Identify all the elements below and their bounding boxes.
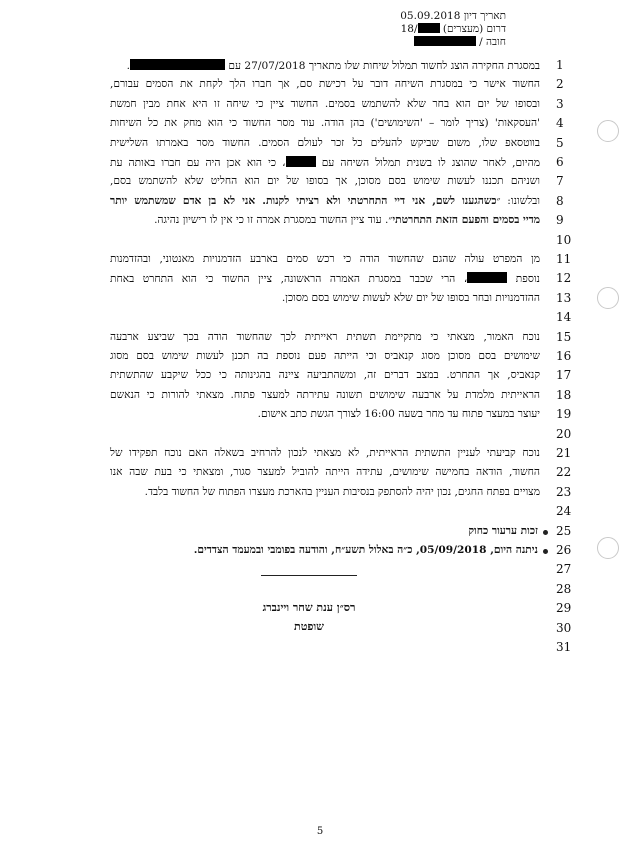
- text-line: [110, 137, 540, 149]
- text-line: [110, 98, 540, 110]
- text-segment: יעוצר במעצר פתוח עד מחר בשעה 16:00 לצורך הגשת כתב אישום.: [257, 408, 540, 421]
- text-segment: ובסופו של יום הוא בחר שלא להשתמש בסמים. החשוד ציין כי שיחה זו היא אחת מבין חמשת: [110, 97, 540, 110]
- line-number: 20: [556, 426, 572, 441]
- line-number: 11: [556, 252, 572, 266]
- line-number: 15: [556, 329, 572, 344]
- line-number: 22: [556, 465, 572, 480]
- text-line: [110, 59, 540, 72]
- line-number: 16: [556, 349, 572, 363]
- line-number: 17: [556, 368, 572, 383]
- text-line: [110, 156, 540, 169]
- line-number: 25: [556, 523, 572, 538]
- text-segment: מצויים בפתח החגים, נכון יהיה להסתפק בנסיבות העניין בהארכת מעצרו הפתוח של החשוד בלבד.: [144, 485, 540, 498]
- text-line: [108, 544, 538, 556]
- line-number: 9: [556, 213, 564, 228]
- text-segment: ושניהם תכננו לעשות שימוש בסם מסוכן, אך בסופו של יום הוא החליט שלא להשתמש בסם,: [110, 175, 540, 188]
- bold-text-segment: מדיי בסמים והפעם הזאת התחרטתי: [392, 214, 540, 227]
- line-number: 19: [556, 407, 572, 422]
- text-segment: קנאביס, אך התחרט. במצב דברים זה, ומשהתביעה ציינה בהגינותה כי ככל שיקבע שהתשתית: [110, 369, 540, 382]
- text-line: [110, 292, 540, 304]
- page-number: 5: [316, 826, 324, 837]
- line-number: 3: [556, 96, 564, 111]
- text-segment: .: [126, 60, 131, 72]
- line-number: 26: [556, 543, 572, 557]
- text-segment: ، הרי שכבר במסגרת האמרה הראשונה, ציין החשוד כי הוא התחרט באחת: [110, 273, 468, 286]
- text-segment: 'העסקאות' (צריך לומר – 'השימושים') בהן הודה. עוד מסר החשוד כי הוא מחק את כל השיחות: [110, 117, 540, 130]
- judge-name: רס״ן ענת שחר ויינברג: [262, 601, 356, 614]
- text-line: [110, 214, 540, 226]
- text-segment: ، כי הוא אכן היה עם חברו באותה עת: [110, 157, 286, 169]
- text-segment: נוכח קביעתי לעניין התשתית הראייתית, לא מצאתי לנכון להרחיב בשאלה האם נוכח תפקידו של: [110, 447, 540, 459]
- text-line: [110, 331, 540, 343]
- case-reference: דרום (מעצרים) /18: [400, 23, 506, 35]
- text-line: [108, 525, 538, 537]
- text-line: [110, 466, 540, 478]
- line-number: 29: [556, 601, 572, 616]
- text-segment: במסגרת החקירה הוצג לחשוד תמלול שיחות שלו מתאריך 27/07/2018 עם: [225, 60, 540, 72]
- line-number: 30: [556, 620, 572, 635]
- text-segment: החשוד אישר כי במסגרת השיחה דובר על רכישת סם, אך חברו הלך לקחת את הסמים עבורם,: [110, 78, 540, 91]
- text-line: [110, 78, 540, 90]
- text-line: [110, 175, 540, 187]
- text-segment: בווטסאפ שלו, משום שביקש להעלים כל זכר לעולם הסמים. החשוד מסר באמרתו השלישית: [110, 136, 540, 149]
- line-number: 7: [556, 174, 564, 189]
- line-number: 14: [556, 310, 572, 325]
- hearing-date: תאריך דיון 05.09.2018: [400, 10, 506, 22]
- text-segment: מן המפרט עולה שהגם שהחשוד הודה כי רכש סמים בארבע הזדמנויות מאנטוני, ובהזדמנות: [110, 253, 540, 265]
- line-number: 21: [556, 446, 572, 460]
- text-segment: החשוד, הודאה בחמישה שימושים, עתידה הייתה להוביל למעצר סגור, ומצאתי כי בעת שבה אנו: [110, 466, 540, 479]
- bold-text-segment: זכות ערעור כחוק: [468, 524, 538, 537]
- bullet-icon: [543, 530, 548, 535]
- text-line: [110, 195, 540, 207]
- line-number: 4: [556, 116, 564, 131]
- text-line: [110, 272, 540, 285]
- redaction-bar: [130, 59, 225, 70]
- text-segment: הראייתית מלמדת על ארבעה שימושים תשונה עתירתה למעצר פתוח. מצאתי להורות כי הנאשם: [110, 388, 540, 401]
- line-number: 8: [556, 193, 564, 208]
- line-number: 31: [556, 640, 572, 654]
- text-line: [110, 389, 540, 401]
- text-line: [110, 117, 540, 129]
- bold-text-segment: כשהגענו לשם, אני דיי התחרטתי ולא רציתי לקנות. אני לא בן אדם שמשתמש יותר: [110, 194, 497, 207]
- text-segment: נוכח האמור, מצאתי כי מתקיימת תשתית ראייתית לכך שהחשוד הודה בכך שביצע ארבעה: [110, 330, 540, 343]
- text-segment: ההזדמנויות ובחר בסופו של יום שלא לעשות שימוש בסם מסוכן.: [281, 291, 540, 304]
- line-number: 5: [556, 135, 564, 150]
- redaction-bar: [418, 23, 440, 33]
- line-number: 1: [556, 58, 564, 72]
- redaction-bar: [414, 36, 476, 46]
- punch-hole: [597, 537, 619, 559]
- text-segment: מהיום, לאחר שהוצג לו בשנית תמלול השיחה עם: [315, 157, 540, 169]
- line-number: 2: [556, 77, 564, 92]
- punch-hole: [597, 120, 619, 142]
- line-number: 13: [556, 290, 572, 305]
- detainee-line: חובה /: [306, 36, 506, 49]
- judge-title: שופטת: [294, 620, 324, 633]
- text-segment: שימושים בסם מסוכן מסוג קנאביס וכי הייתה פעם נוספת בה תכנן לעשות שימוש בסם מסוג: [110, 350, 540, 362]
- text-line: [110, 369, 540, 381]
- text-line: [110, 350, 540, 362]
- text-line: [110, 408, 540, 420]
- punch-hole: [597, 287, 619, 309]
- line-number: 18: [556, 387, 572, 402]
- bold-text-segment: ניתנה היום, 05/09/2018, כ״ה באלול תשע״ח, והודעה בפומבי ובמעמד הצדדים.: [193, 544, 538, 556]
- line-number: 12: [556, 271, 572, 286]
- text-segment: נוספת: [507, 273, 541, 286]
- redaction-bar: [467, 272, 507, 283]
- case-header: [306, 10, 506, 49]
- line-number: 28: [556, 581, 572, 596]
- text-segment: ״. עוד ציין החשוד במסגרת אמרה זו כי אין לו רישיון נהיגה.: [154, 214, 393, 227]
- line-number: 10: [556, 232, 572, 247]
- signature-line: [261, 575, 357, 576]
- line-number: 24: [556, 504, 572, 519]
- redaction-bar: [286, 156, 316, 167]
- text-line: [110, 486, 540, 498]
- line-number: 6: [556, 155, 564, 169]
- text-line: [110, 253, 540, 265]
- text-segment: ובלשונו: ״: [496, 194, 540, 207]
- line-number: 27: [556, 562, 572, 577]
- bullet-icon: [543, 549, 548, 554]
- line-number: 23: [556, 484, 572, 499]
- text-line: [110, 447, 540, 459]
